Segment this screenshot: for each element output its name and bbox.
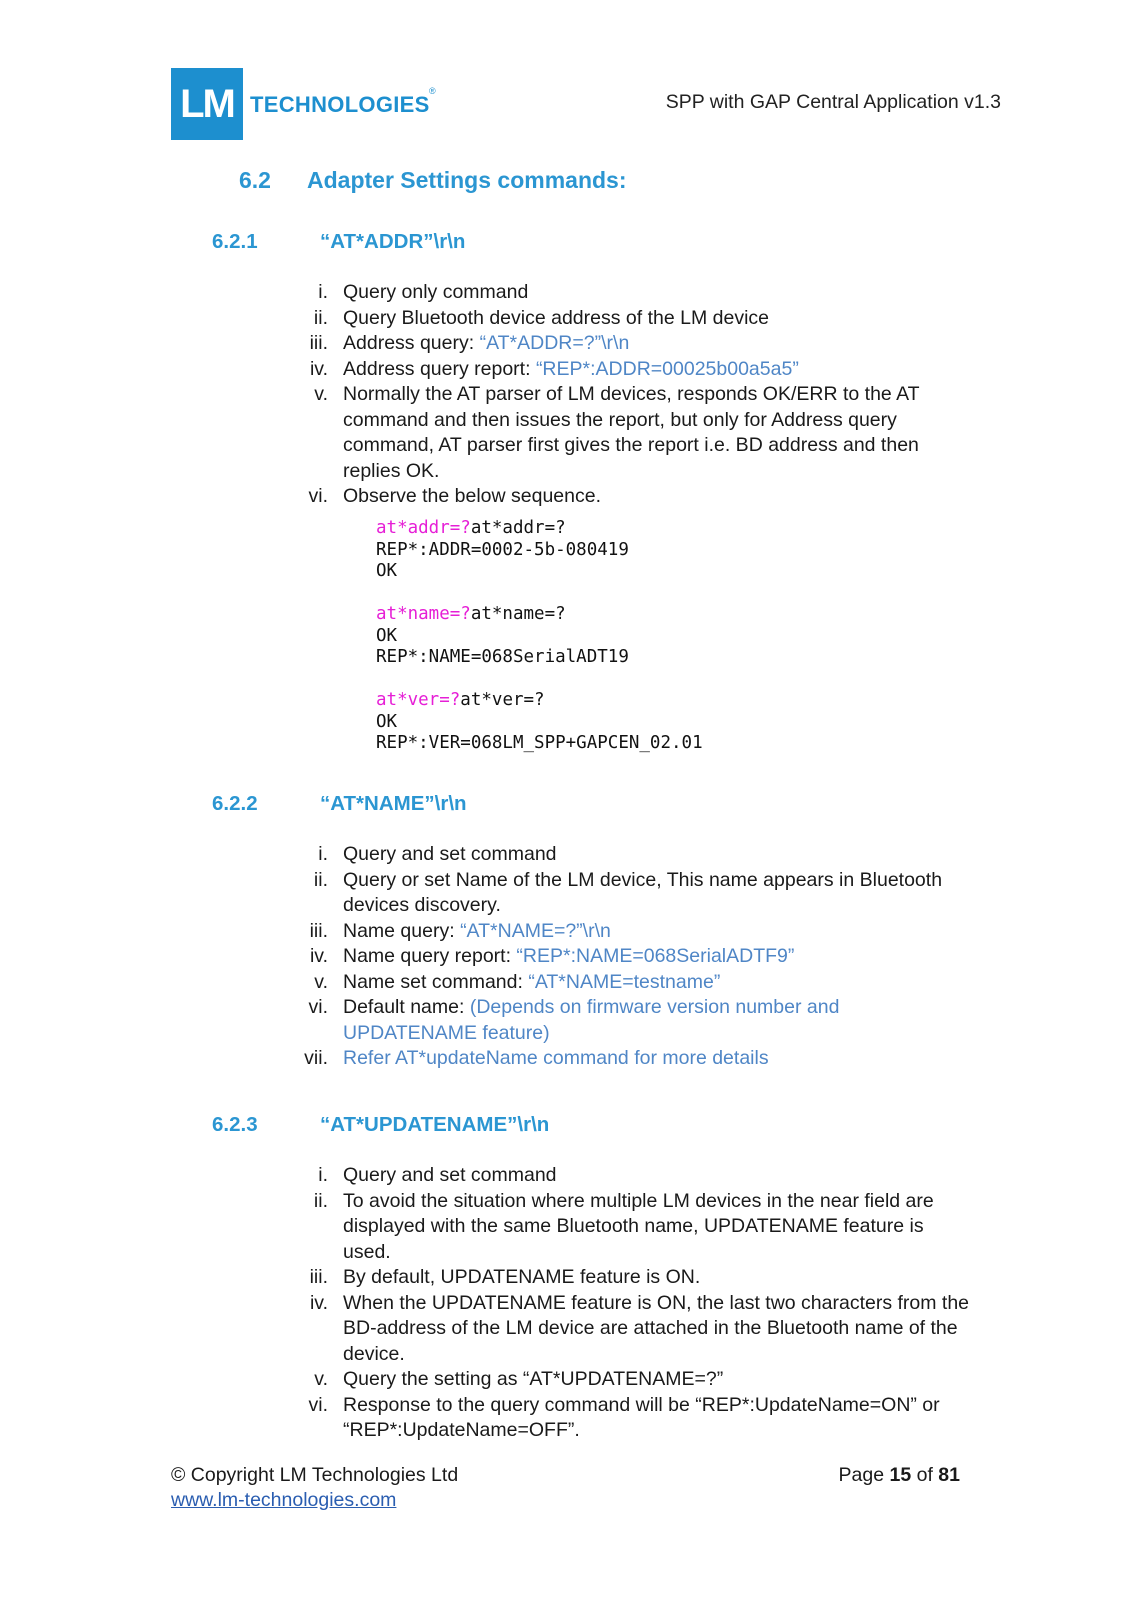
page-of: of: [916, 1464, 933, 1486]
list-text: Default name:: [343, 996, 470, 1018]
subsection-heading-addr: [212, 230, 465, 254]
list-item: [290, 331, 970, 357]
list-marker: v.: [314, 970, 328, 993]
code-line: [376, 518, 703, 540]
code-block: [376, 518, 703, 583]
page-number: [839, 1464, 960, 1487]
list-marker: i.: [318, 281, 328, 303]
list-item: [290, 357, 970, 383]
list-item: [290, 1393, 970, 1444]
list-text: Query and set command: [343, 1164, 557, 1186]
code-echo: at*ver=?: [376, 690, 461, 710]
copyright-notice: © Copyright LM Technologies Ltd: [171, 1464, 459, 1486]
subsection-heading-name: [212, 792, 467, 816]
list-item: [290, 842, 970, 868]
code-line: [376, 604, 703, 626]
code-command: at*name=?: [470, 604, 566, 624]
list-marker: ii.: [313, 868, 328, 891]
code-line: REP*:ADDR=0002-5b-080419: [376, 539, 629, 560]
website-link[interactable]: www.lm-technologies.com: [171, 1489, 397, 1511]
list-marker: i.: [318, 1164, 328, 1186]
list-marker: vi.: [308, 996, 328, 1018]
list-highlight: Refer AT*updateName command for more details: [343, 1047, 769, 1069]
list-marker: iii.: [309, 332, 328, 354]
section-heading: [239, 167, 627, 194]
code-command: at*addr=?: [470, 518, 566, 538]
list-marker: vii.: [304, 1047, 328, 1069]
page-label: Page: [838, 1464, 885, 1486]
list-text: Name query report:: [343, 945, 517, 967]
list-item: [290, 484, 970, 510]
list-item: [290, 382, 970, 484]
document-title: SPP with GAP Central Application v1.3: [665, 91, 1001, 113]
addr-command-list: [290, 280, 970, 510]
list-text: Normally the AT parser of LM devices, responds OK/ERR to the AT command and then issues the report, but only for Address query command, AT parser first gives the report i.e. BD address and then replies OK.: [343, 383, 920, 482]
list-highlight: “AT*NAME=testname”: [528, 970, 721, 993]
updatename-command-list: [290, 1163, 970, 1444]
list-marker: iv.: [309, 945, 328, 967]
subsection-number: 6.2.3: [212, 1113, 258, 1136]
list-text: Observe the below sequence.: [343, 485, 601, 507]
code-command: at*ver=?: [460, 690, 545, 710]
code-line: [376, 690, 703, 712]
registered-mark: ®: [429, 86, 436, 96]
list-marker: v.: [314, 383, 328, 405]
list-item: [290, 868, 970, 919]
list-text: When the UPDATENAME feature is ON, the last two characters from the BD-address of the LM device are attached in the Bluetooth name of the device.: [343, 1291, 970, 1365]
list-marker: vi.: [308, 485, 328, 507]
list-marker: v.: [314, 1368, 328, 1390]
list-text: Name set command:: [343, 970, 529, 993]
section-title: Adapter Settings commands:: [307, 167, 627, 193]
list-marker: iv.: [309, 357, 328, 380]
list-text: Response to the query command will be “REP*:UpdateName=ON” or “REP*:UpdateName=OFF”.: [343, 1393, 940, 1441]
list-marker: iii.: [309, 919, 328, 942]
list-item: [290, 1046, 970, 1072]
code-block: [376, 690, 703, 755]
code-echo: at*addr=?: [376, 518, 471, 538]
list-text: Name query:: [343, 919, 461, 942]
list-item: [290, 1265, 970, 1291]
list-text: Query Bluetooth device address of the LM device: [343, 306, 769, 329]
list-highlight: “AT*ADDR=?”\r\n: [479, 332, 630, 354]
list-highlight: “AT*NAME=?”\r\n: [460, 919, 611, 942]
code-line: OK: [376, 711, 398, 732]
list-text: Address query:: [343, 332, 480, 354]
list-text: Query and set command: [343, 843, 557, 865]
list-item: [290, 1291, 970, 1368]
code-line: REP*:VER=068LM_SPP+GAPCEN_02.01: [376, 733, 703, 753]
list-marker: ii.: [313, 306, 328, 329]
list-item: [290, 1367, 970, 1393]
code-line: REP*:NAME=068SerialADT19: [376, 647, 629, 667]
list-item: [290, 280, 970, 306]
list-item: [290, 919, 970, 945]
page-total: 81: [938, 1464, 960, 1486]
list-marker: vi.: [308, 1393, 328, 1416]
subsection-title: “AT*ADDR”\r\n: [320, 230, 466, 253]
list-item: [290, 1163, 970, 1189]
list-text: Query only command: [343, 281, 529, 303]
list-item: [290, 995, 970, 1046]
list-text: By default, UPDATENAME feature is ON.: [343, 1266, 701, 1288]
list-highlight: “REP*:ADDR=00025b00a5a5”: [535, 357, 799, 380]
list-marker: i.: [318, 843, 328, 865]
list-marker: iv.: [309, 1291, 328, 1314]
logo-mark: LM: [180, 81, 234, 126]
list-highlight: (Depends on firmware version number and UPDATENAME feature): [343, 996, 840, 1044]
list-item: [290, 970, 970, 996]
company-logo: [171, 68, 243, 140]
subsection-title: “AT*NAME”\r\n: [320, 792, 467, 815]
list-item: [290, 1189, 970, 1266]
list-marker: iii.: [309, 1266, 328, 1288]
code-line: OK: [376, 561, 398, 581]
page-current: 15: [889, 1464, 912, 1486]
list-text: Query or set Name of the LM device, This name appears in Bluetooth devices discovery.: [343, 868, 943, 916]
code-echo: at*name=?: [376, 604, 471, 624]
list-highlight: “REP*:NAME=068SerialADTF9”: [516, 945, 795, 967]
list-text: Query the setting as “AT*UPDATENAME=?”: [343, 1368, 724, 1390]
name-command-list: [290, 842, 970, 1072]
code-block: [376, 604, 703, 669]
logo-wordmark: TECHNOLOGIES: [250, 92, 430, 117]
subsection-number: 6.2.1: [212, 230, 258, 253]
list-text: To avoid the situation where multiple LM devices in the near field are displayed with the same Bluetooth name, UPDATENAME feature is used.: [343, 1189, 934, 1263]
list-item: [290, 944, 970, 970]
code-line: OK: [376, 625, 398, 646]
terminal-sequence: [376, 518, 703, 776]
list-text: Address query report:: [343, 357, 536, 380]
subsection-number: 6.2.2: [212, 792, 258, 815]
list-marker: ii.: [313, 1189, 328, 1212]
section-number: 6.2: [239, 167, 271, 193]
list-item: [290, 306, 970, 332]
subsection-title: “AT*UPDATENAME”\r\n: [320, 1113, 550, 1136]
subsection-heading-updatename: [212, 1113, 549, 1137]
